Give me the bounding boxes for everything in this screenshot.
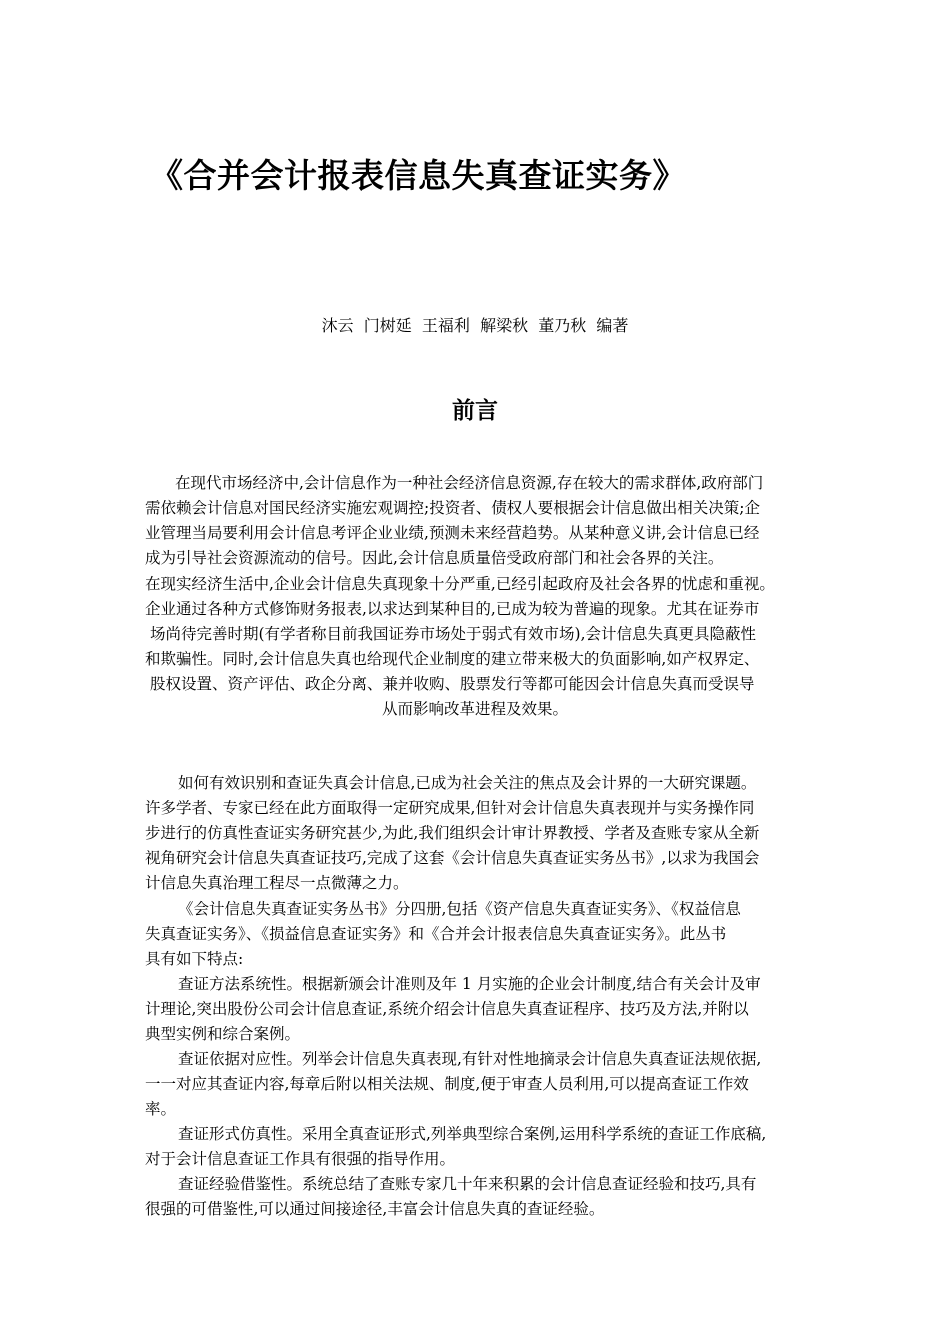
- text-line: 场尚待完善时期(有学者称目前我国证券市场处于弱式有效市场),会计信息失真更具隐蔽性: [150, 625, 757, 643]
- text-line: 股权设置、资产评估、政企分离、兼并收购、股票发行等都可能因会计信息失真而受误导: [150, 675, 755, 693]
- text-line: 计信息失真治理工程尽一点微薄之力。: [145, 874, 409, 892]
- text-line: 失真查证实务》、《损益信息查证实务》和《合并会计报表信息失真查证实务》。此丛书: [145, 925, 727, 943]
- text-line: 企业通过各种方式修饰财务报表,以求达到某种目的,已成为较为普遍的现象。尤其在证券市: [145, 600, 760, 618]
- text-line: 查证依据对应性。列举会计信息失真表现,有针对性地摘录会计信息失真查证法规依据,: [178, 1050, 762, 1068]
- text-line: 计理论,突出股份公司会计信息查证,系统介绍会计信息失真查证程序、技巧及方法,并附以: [145, 1000, 749, 1018]
- text-line: 在现代市场经济中,会计信息作为一种社会经济信息资源,存在较大的需求群体,政府部门: [175, 474, 764, 492]
- authors-line: 沐云 门树延 王福利 解梁秋 董乃秋 编著: [321, 316, 629, 335]
- book-title: 《合并会计报表信息失真查证实务》: [150, 156, 686, 195]
- text-line: 一一对应其查证内容,每章后附以相关法规、制度,便于审查人员利用,可以提高查证工作效: [145, 1075, 749, 1093]
- text-line: 率。: [145, 1100, 177, 1118]
- text-line: 从而影响改革进程及效果。: [381, 700, 568, 718]
- text-line: 视角研究会计信息失真查证技巧,完成了这套《会计信息失真查证实务丛书》,以求为我国会: [145, 849, 760, 867]
- text-line: 和欺骗性。同时,会计信息失真也给现代企业制度的建立带来极大的负面影响,如产权界定、: [145, 650, 760, 668]
- text-line: 《会计信息失真查证实务丛书》分四册,包括《资产信息失真查证实务》、《权益信息: [178, 900, 741, 918]
- text-line: 查证方法系统性。根据新颁会计准则及年 1 月实施的企业会计制度,结合有关会计及审: [178, 975, 761, 993]
- text-line: 典型实例和综合案例。: [145, 1025, 301, 1043]
- text-line: 业管理当局要利用会计信息考评企业业绩,预测未来经营趋势。从某种意义讲,会计信息已经: [145, 524, 760, 542]
- text-line: 步进行的仿真性查证实务研究甚少,为此,我们组织会计审计界教授、学者及查账专家从全新: [145, 824, 760, 842]
- text-line: 查证形式仿真性。采用全真查证形式,列举典型综合案例,运用科学系统的查证工作底稿,: [178, 1125, 767, 1143]
- text-line: 许多学者、专家已经在此方面取得一定研究成果,但针对会计信息失真表现并与实务操作同: [145, 799, 755, 817]
- text-line: 需依赖会计信息对国民经济实施宏观调控;投资者、债权人要根据会计信息做出相关决策;企: [145, 499, 760, 517]
- text-line: 成为引导社会资源流动的信号。因此,会计信息质量倍受政府部门和社会各界的关注。: [145, 549, 724, 567]
- preface-heading: 前言: [452, 398, 498, 424]
- text-line: 查证经验借鉴性。系统总结了查账专家几十年来积累的会计信息查证经验和技巧,具有: [178, 1175, 757, 1193]
- text-line: 具有如下特点:: [145, 950, 244, 968]
- text-line: 对于会计信息查证工作具有很强的指导作用。: [145, 1150, 456, 1168]
- text-line: 在现实经济生活中,企业会计信息失真现象十分严重,已经引起政府及社会各界的忧虑和重视。: [145, 575, 775, 593]
- text-line: 如何有效识别和查证失真会计信息,已成为社会关注的焦点及会计界的一大研究课题。: [178, 774, 757, 792]
- text-line: 很强的可借鉴性,可以通过间接途径,丰富会计信息失真的查证经验。: [145, 1200, 605, 1218]
